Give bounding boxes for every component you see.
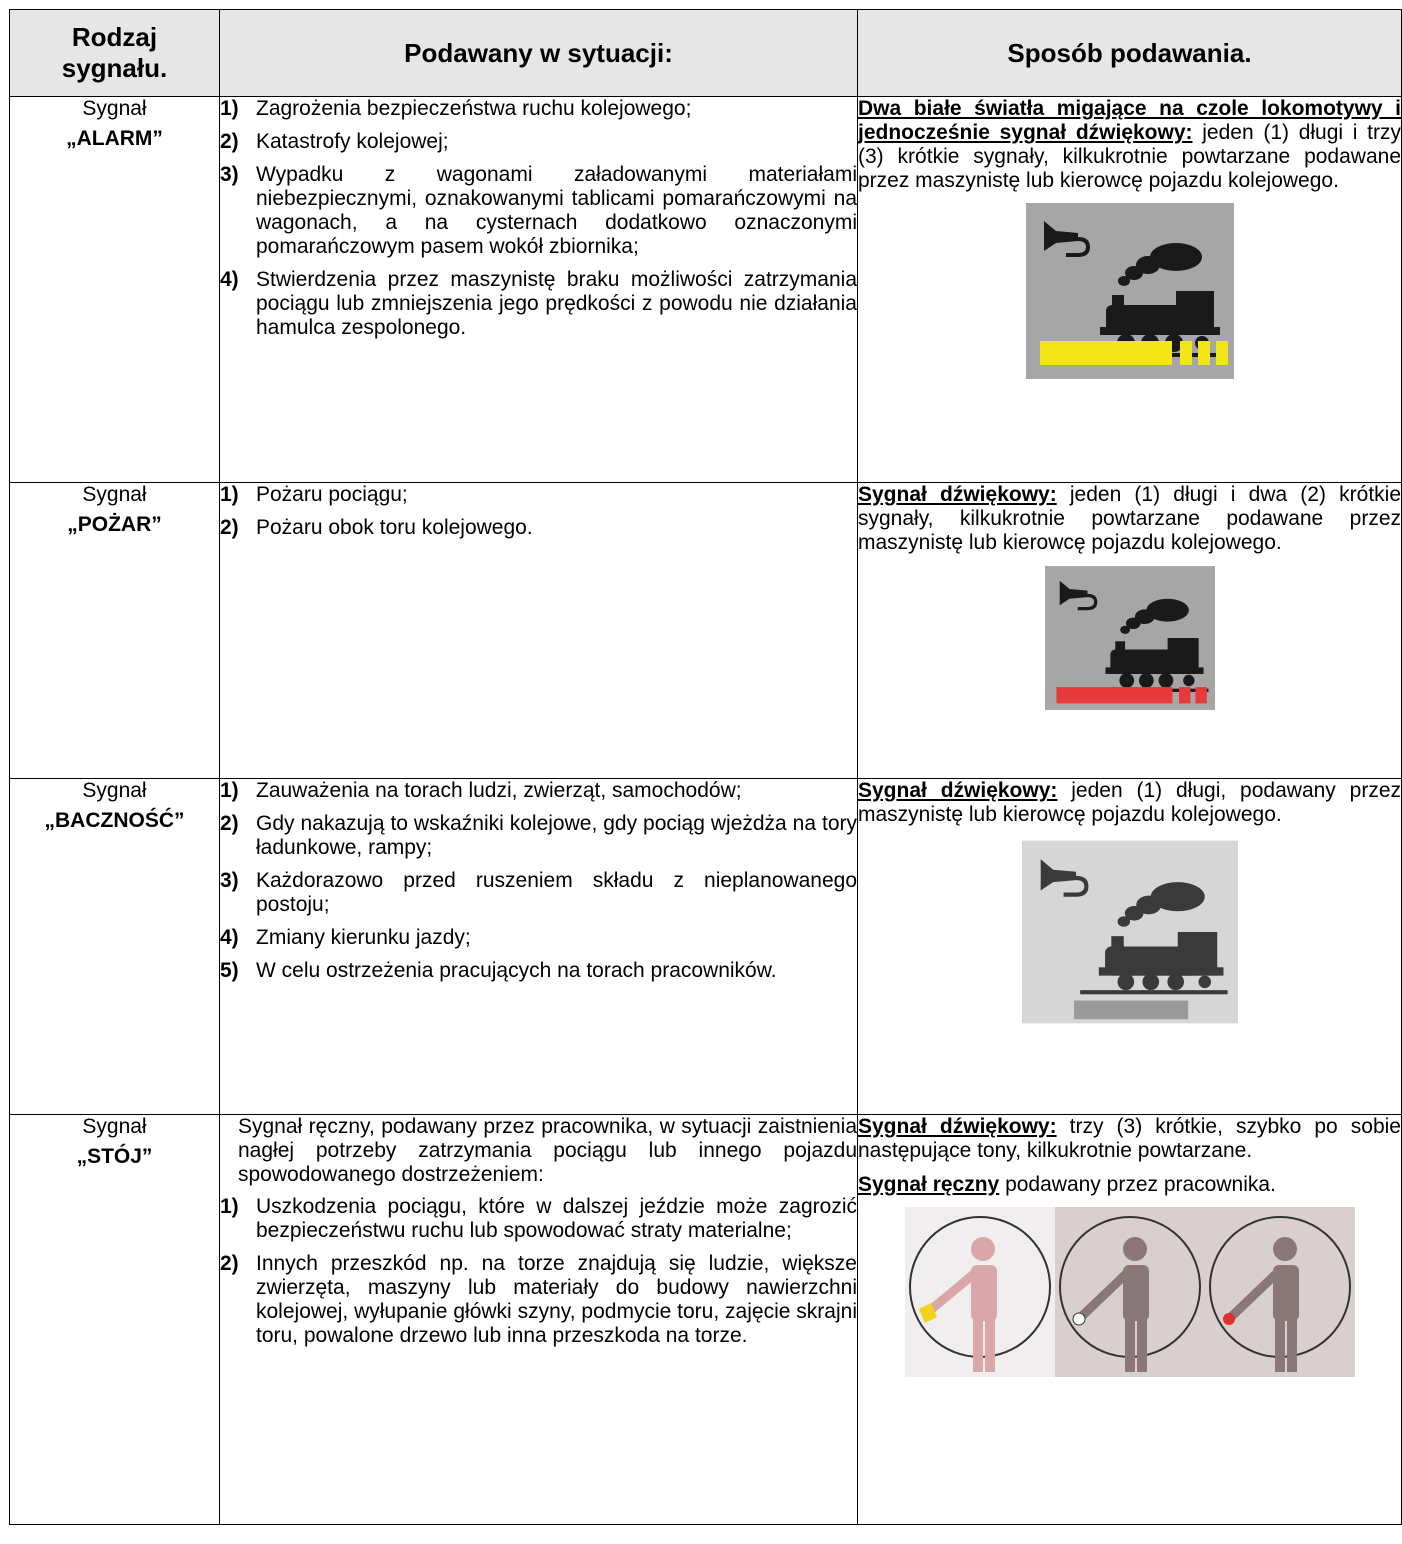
hand-circle-signal-icon <box>858 1207 1401 1377</box>
list-item <box>220 268 857 340</box>
item-number: 4) <box>220 268 239 291</box>
item-text: Pożaru pociągu; <box>256 483 408 506</box>
signal-type-cell <box>10 779 220 1115</box>
item-text: Zauważenia na torach ludzi, zwierząt, samochodów; <box>256 779 742 802</box>
item-number: 4) <box>220 926 239 949</box>
item-number: 1) <box>220 483 239 506</box>
situation-cell <box>220 97 858 483</box>
situation-intro: Sygnał ręczny, podawany przez pracownika, w sytuacji zaistnienia nagłej potrzeby zatrzymania pociągu lub innego pojazdu spowodowanego dostrzeżeniem: <box>238 1115 857 1186</box>
list-item <box>220 163 857 259</box>
item-text: Uszkodzenia pociągu, które w dalszej jeździe może zagrozić bezpieczeństwu ruchu lub spowodować straty materialne; <box>256 1195 857 1242</box>
item-number: 2) <box>220 130 239 153</box>
list-item <box>220 959 857 983</box>
table-row <box>10 1115 1402 1525</box>
method-text: jeden (1) długi, podawany przez maszynistę lub kierowcę pojazdu kolejowego. <box>858 779 1401 826</box>
horn-locomotive-icon <box>858 565 1401 711</box>
item-text: Katastrofy kolejowej; <box>256 130 449 153</box>
item-text: Zagrożenia bezpieczeństwa ruchu kolejowego; <box>256 97 692 120</box>
item-text: Każdorazowo przed ruszeniem składu z nieplanowanego postoju; <box>256 869 857 916</box>
list-item <box>220 1252 857 1348</box>
item-text: Zmiany kierunku jazdy; <box>256 926 471 949</box>
signal-name: „POŻAR” <box>67 513 162 536</box>
item-number: 1) <box>220 1195 239 1218</box>
header-situation: Podawany w sytuacji: <box>220 10 858 97</box>
signal-word: Sygnał <box>82 1115 147 1138</box>
signal-word: Sygnał <box>82 483 147 506</box>
method-cell <box>858 1115 1402 1525</box>
list-item <box>220 926 857 950</box>
item-text: Innych przeszkód np. na torze znajdują się ludzie, większe zwierzęta, maszyny lub materiały do budowy nawierzchni kolejowej, wyłupanie główki szyny, podmycie toru, zajęcie skrajni toru, powalone drzewo lub inna przeszkoda na torze. <box>256 1252 857 1347</box>
method-cell <box>858 779 1402 1115</box>
item-number: 2) <box>220 812 239 835</box>
item-number: 5) <box>220 959 239 982</box>
horn-locomotive-icon <box>858 203 1401 379</box>
item-text: Gdy nakazują to wskaźniki kolejowe, gdy pociąg wjeżdża na tory ładunkowe, rampy; <box>256 812 857 859</box>
list-item <box>220 483 857 507</box>
item-text: Pożaru obok toru kolejowego. <box>256 516 533 539</box>
header-method: Sposób podawania. <box>858 10 1402 97</box>
list-item <box>220 97 857 121</box>
list-item <box>220 516 857 540</box>
item-number: 3) <box>220 869 239 892</box>
signal-word: Sygnał <box>82 779 147 802</box>
hand-signal-red-icon <box>1205 1207 1355 1377</box>
item-number: 2) <box>220 516 239 539</box>
horn-locomotive-icon <box>858 837 1401 1027</box>
situation-cell <box>220 779 858 1115</box>
item-number: 2) <box>220 1252 239 1275</box>
method-bold: Dwa białe światła migające na czole lokomotywy i jednocześnie sygnał dźwiękowy: <box>858 97 1401 144</box>
list-item <box>220 1195 857 1243</box>
method-text: trzy (3) krótkie, szybko po sobie następujące tony, kilkukrotnie powtarzane. <box>858 1115 1401 1162</box>
item-number: 1) <box>220 97 239 120</box>
item-text: W celu ostrzeżenia pracujących na torach pracowników. <box>256 959 777 982</box>
hand-signal-white-icon <box>1055 1207 1205 1377</box>
method-text: jeden (1) długi i trzy (3) krótkie sygnały, kilkukrotnie powtarzane podawane przez maszynistę lub kierowcę pojazdu kolejowego. <box>858 121 1401 192</box>
table-header-row <box>10 10 1402 97</box>
method-bold: Sygnał dźwiękowy: <box>858 779 1058 802</box>
method-bold: Sygnał dźwiękowy: <box>858 483 1057 506</box>
hand-signal-yellow-icon <box>905 1207 1055 1377</box>
table-row <box>10 779 1402 1115</box>
situation-cell <box>220 1115 858 1525</box>
list-item <box>220 812 857 860</box>
table-row <box>10 483 1402 779</box>
item-number: 3) <box>220 163 239 186</box>
situation-cell <box>220 483 858 779</box>
signal-type-cell <box>10 1115 220 1525</box>
method-cell <box>858 483 1402 779</box>
item-text: Wypadku z wagonami załadowanymi materiałami niebezpiecznymi, oznakowanymi tablicami pomarańczowymi na wagonach, a na cysternach dodatkowo oznaczonymi pomarańczowym pasem wokół zbiornika; <box>256 163 857 258</box>
signals-table <box>9 9 1402 1525</box>
table-row <box>10 97 1402 483</box>
method2-bold: Sygnał ręczny <box>858 1173 1000 1196</box>
method-text: jeden (1) długi i dwa (2) krótkie sygnały, kilkukrotnie powtarzane podawane przez maszynistę lub kierowcę pojazdu kolejowego. <box>858 483 1401 554</box>
list-item <box>220 779 857 803</box>
signal-name: „STÓJ” <box>76 1145 153 1168</box>
signal-word: Sygnał <box>82 97 147 120</box>
signal-name: „ALARM” <box>66 127 163 150</box>
signal-type-cell <box>10 97 220 483</box>
method2-text: podawany przez pracownika. <box>999 1173 1276 1196</box>
method-cell <box>858 97 1402 483</box>
signal-name: „BACZNOŚĆ” <box>44 809 185 832</box>
list-item <box>220 869 857 917</box>
header-signal-type: Rodzaj sygnału. <box>10 10 220 97</box>
list-item <box>220 130 857 154</box>
item-number: 1) <box>220 779 239 802</box>
item-text: Stwierdzenia przez maszynistę braku możliwości zatrzymania pociągu lub zmniejszenia jego prędkości z powodu nie działania hamulca zespolonego. <box>256 268 857 339</box>
signal-type-cell <box>10 483 220 779</box>
method-bold: Sygnał dźwiękowy: <box>858 1115 1057 1138</box>
